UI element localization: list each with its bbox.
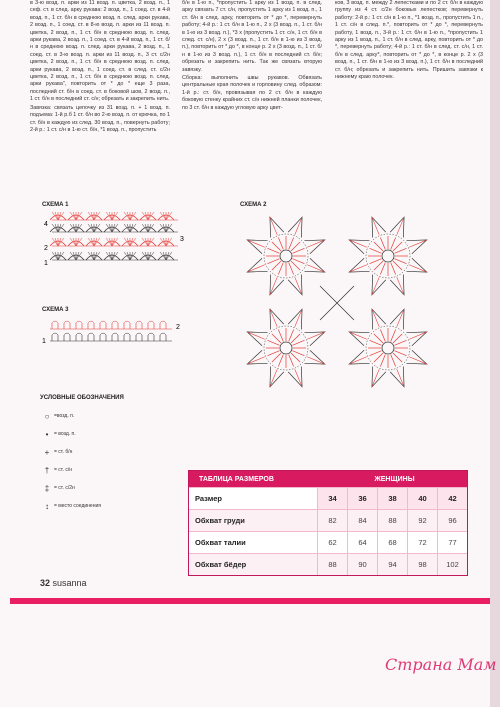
motif-spoke bbox=[289, 262, 294, 274]
chain-arc bbox=[88, 321, 94, 323]
row-number: 2 bbox=[44, 245, 48, 252]
stitch-mark bbox=[91, 252, 94, 260]
motif-center bbox=[382, 342, 394, 354]
chain-arc bbox=[52, 333, 58, 335]
instruction-text bbox=[30, 0, 490, 160]
chain-arc bbox=[136, 321, 142, 323]
paragraph: Сборка: выполнить швы рукавов. Обвязать центральные края полочек и горловину след. образом: 1-й р.: ст. б/н, провязывая по 2 ст. б/н в каждую боковую стенку крайних ст. с/н нижней планки полочек, по 3 ст. б/н в каждую угловую арку цвет- bbox=[182, 75, 322, 111]
paragraph: Завязка: связать цепочку из 31 возд. п. + 1 возд. п. подъема: 1-й р.б 1 ст. б/н во 2-ю возд. п. от крючка, по 1 ст. б/н в каждую из след. 30 возд. п., повернуть работу; 2-й р.: 1 ст. с/н в 1-ю ст. б/н, *1 возд. п., пропустить bbox=[30, 104, 170, 133]
stitch-mark bbox=[112, 238, 118, 246]
stitch-mark bbox=[58, 238, 61, 246]
stitch-mark bbox=[58, 224, 61, 232]
petal-stitch bbox=[409, 332, 427, 339]
stitch-mark bbox=[142, 212, 148, 220]
stitch-mark bbox=[109, 212, 112, 220]
stitch-mark bbox=[130, 224, 133, 232]
stitch-mark bbox=[166, 252, 169, 260]
stitch-mark bbox=[112, 212, 118, 220]
stitch-mark bbox=[58, 224, 64, 232]
petal-stitch bbox=[270, 309, 277, 327]
stitch-mark bbox=[160, 252, 166, 260]
stitch-mark bbox=[130, 252, 136, 260]
stitch-mark bbox=[166, 224, 169, 232]
motif-spoke bbox=[370, 351, 382, 356]
motif-spoke bbox=[370, 340, 382, 345]
petal-stitch bbox=[409, 240, 427, 247]
stitch-mark bbox=[76, 212, 79, 220]
stitch-mark bbox=[106, 224, 112, 232]
legend-item bbox=[40, 479, 170, 497]
table-cell: 96 bbox=[437, 510, 467, 531]
stitch-mark bbox=[76, 252, 79, 260]
page-gutter bbox=[490, 0, 500, 707]
petal-stitch bbox=[247, 357, 265, 364]
chain-arc bbox=[76, 333, 82, 335]
stitch-mark bbox=[166, 224, 172, 232]
stitch-mark bbox=[145, 224, 148, 232]
petal-stitch bbox=[349, 332, 367, 339]
table-cell: 84 bbox=[347, 510, 377, 531]
stitch-mark bbox=[55, 212, 58, 220]
motif-spoke bbox=[292, 351, 304, 356]
stitch-mark bbox=[73, 212, 76, 220]
petal-stitch bbox=[307, 332, 325, 339]
chain-arc bbox=[160, 333, 166, 335]
stitch-mark bbox=[166, 212, 169, 220]
petal-stitch bbox=[247, 265, 265, 272]
stitch-mark bbox=[94, 238, 100, 246]
table-cell: 77 bbox=[437, 532, 467, 553]
petal-stitch bbox=[409, 357, 427, 364]
stitch-mark bbox=[106, 238, 112, 246]
table-cell: 92 bbox=[407, 510, 437, 531]
stitch-mark bbox=[52, 212, 58, 220]
motif-spoke bbox=[268, 248, 280, 253]
stitch-mark bbox=[130, 238, 133, 246]
petal-stitch bbox=[349, 265, 367, 272]
stitch-mark bbox=[106, 252, 112, 260]
stitch-mark bbox=[70, 238, 76, 246]
stitch-mark bbox=[94, 224, 97, 232]
join-point-icon: ↕ bbox=[45, 501, 49, 511]
motif-spoke bbox=[393, 242, 402, 251]
stitch-mark bbox=[88, 224, 94, 232]
legend-label: = возд. п. bbox=[54, 431, 76, 437]
stitch-mark bbox=[109, 224, 112, 232]
petal-stitch bbox=[372, 277, 379, 295]
stitch-mark bbox=[112, 224, 118, 232]
motif-spoke bbox=[374, 353, 383, 362]
chain-arc bbox=[64, 333, 70, 335]
table-cell: 94 bbox=[377, 554, 407, 575]
chain-stitch-icon: ○ bbox=[44, 411, 50, 421]
petal-stitch bbox=[307, 265, 325, 272]
row-number: 4 bbox=[44, 221, 48, 228]
table-header bbox=[189, 471, 467, 487]
chain-arc bbox=[148, 321, 154, 323]
stitch-mark bbox=[160, 212, 166, 220]
stitch-mark bbox=[76, 238, 79, 246]
stitch-mark bbox=[112, 252, 118, 260]
stitch-mark bbox=[112, 224, 115, 232]
chain-arc bbox=[136, 333, 142, 335]
stitch-mark bbox=[52, 224, 58, 232]
stitch-mark bbox=[145, 212, 148, 220]
stitch-mark bbox=[148, 224, 151, 232]
stitch-mark bbox=[70, 212, 76, 220]
petal-stitch bbox=[307, 240, 325, 247]
petal-stitch bbox=[247, 332, 265, 339]
motif-spoke bbox=[374, 334, 383, 343]
motif-spoke bbox=[394, 259, 406, 264]
row-label: Обхват талии bbox=[195, 538, 246, 547]
legend bbox=[40, 395, 170, 515]
row-number: 3 bbox=[180, 236, 184, 243]
stitch-mark bbox=[109, 252, 112, 260]
chain-arc bbox=[100, 333, 106, 335]
motif-spoke bbox=[272, 334, 281, 343]
petal-stitch bbox=[295, 309, 302, 327]
double-crochet-icon: † bbox=[44, 465, 50, 475]
motif-spoke bbox=[380, 238, 385, 250]
stitch-mark bbox=[148, 212, 154, 220]
petal-stitch bbox=[397, 217, 404, 235]
motif-spoke bbox=[380, 262, 385, 274]
table-cell: 90 bbox=[347, 554, 377, 575]
stitch-mark bbox=[91, 212, 94, 220]
petal-stitch bbox=[270, 277, 277, 295]
scheme-3-diagram bbox=[40, 315, 185, 355]
stitch-mark bbox=[91, 238, 94, 246]
stitch-mark bbox=[148, 238, 151, 246]
table-cell: 88 bbox=[317, 554, 347, 575]
petal-stitch bbox=[372, 369, 379, 387]
stitch-mark bbox=[127, 224, 130, 232]
motif-spoke bbox=[380, 330, 385, 342]
paragraph: ков, 3 возд. п. между 2 лепестками и по 2 ст. б/н в каждую группу из 4 ст. с/2н боковых лепестков; перевернуть работу: 2-й р.: 1 ст. с/н в 1-ю п., *1 возд. п., пропустить 1 п., 1 ст. с/н в след. п.*, повторить от * до *, перевернуть работу, 1 возд. п., 3-й р.: 1 ст. б/н в 1-ю п., *пропустить 1 арку из 1 возд. п., 1 ст. б/н в след. арку, повторить от * до *, перевернуть работу; 4-й р.: 1 ст. б/н в след. ст. с/н, 1 ст. б/н в след. арку*, повторить от * до *, в конце р. 2 х (3 возд. п., 1 ст. б/н в 1-ю из 3 возд. п.), 1 ст. б/н в последний ст. б/н; обрезать и закрепить нить. Пришить завязки к нижнему краю полочек. bbox=[335, 0, 483, 81]
scheme-3-label: СХЕМА 3 bbox=[42, 307, 69, 313]
motif-spoke bbox=[278, 354, 283, 366]
petal-stitch bbox=[247, 240, 265, 247]
motif-spoke bbox=[272, 353, 281, 362]
petal-stitch bbox=[295, 277, 302, 295]
brand-name: susanna bbox=[52, 578, 87, 588]
motif-spoke bbox=[292, 340, 304, 345]
motif-spoke bbox=[370, 259, 382, 264]
row-number: 1 bbox=[44, 260, 48, 267]
stitch-mark bbox=[94, 212, 100, 220]
legend-item bbox=[40, 425, 170, 443]
legend-item bbox=[40, 407, 170, 425]
stitch-mark bbox=[163, 252, 166, 260]
legend-item bbox=[40, 497, 170, 515]
text-column-2 bbox=[182, 0, 322, 113]
paragraph: в 3-ю возд. п. арки из 11 возд. п. цветка, 2 возд. п., 1 сеф. ст. в след. арку рукава: 2 возд. п., 1 соед. ст. в 4-й возд. п., 1 ст. б/н в среднюю возд. п. след. арки рукава, 2 возд. п., 1 соед. ст. в 8-ю возд. п. арки из 11 возд. п. цветка, 2 возд. п., 1 ст. б/н в среднюю возд. п. след. арки рукава, 2 возд. п., 1 соед. ст. в 4-й возд. п., 1 ст. б/н в среднюю возд. п. след. арки рукава, 2 возд. п., 1 соед. ст. в 3-ю возд. п. арки из 11 возд. п., 3 ст. с/2н цветка, 2 возд. п., 1 ст. б/н в среднюю возд. п. след. арки рукава, 2 возд. п., 1 соед. ст. в след. ст. с/2н цветка, 2 возд. п., 1 ст. б/н в среднюю возд. п. след. арки рукава", повторить от * до * еще 3 раза, последний ст. б/н в соед. ст. в боковой шов, 2 возд. п., 1 ст. б/н в последний ст. с/н; обрезать и закрепить нить. bbox=[30, 0, 170, 103]
site-watermark bbox=[385, 655, 497, 674]
treble-crochet-icon: ‡ bbox=[44, 483, 50, 493]
motif-spoke bbox=[289, 238, 294, 250]
chain-arc bbox=[64, 321, 70, 323]
stitch-mark bbox=[58, 238, 64, 246]
chain-arc bbox=[124, 321, 130, 323]
stitch-mark bbox=[73, 224, 76, 232]
stitch-mark bbox=[73, 238, 76, 246]
stitch-mark bbox=[142, 252, 148, 260]
stitch-mark bbox=[163, 224, 166, 232]
stitch-mark bbox=[166, 238, 169, 246]
row-label: Размер bbox=[195, 494, 223, 503]
stitch-mark bbox=[130, 224, 136, 232]
stitch-mark bbox=[130, 238, 136, 246]
motif-spoke bbox=[291, 261, 300, 270]
size-cell: 40 bbox=[407, 488, 437, 509]
row-label: Обхват бёдер bbox=[195, 560, 247, 569]
stitch-mark bbox=[124, 212, 130, 220]
chain-arc bbox=[88, 333, 94, 335]
stitch-mark bbox=[145, 238, 148, 246]
petal-stitch bbox=[307, 357, 325, 364]
stitch-mark bbox=[58, 252, 64, 260]
stitch-mark bbox=[88, 238, 94, 246]
stitch-mark bbox=[112, 212, 115, 220]
motif-center bbox=[280, 342, 292, 354]
motif-spoke bbox=[268, 340, 280, 345]
stitch-mark bbox=[160, 238, 166, 246]
motif-spoke bbox=[278, 238, 283, 250]
petal-stitch bbox=[295, 217, 302, 235]
stitch-mark bbox=[166, 238, 172, 246]
petal-stitch bbox=[349, 357, 367, 364]
stitch-mark bbox=[148, 238, 154, 246]
legend-item bbox=[40, 461, 170, 479]
stitch-mark bbox=[127, 212, 130, 220]
motif-spoke bbox=[370, 248, 382, 253]
motif-spoke bbox=[394, 340, 406, 345]
stitch-mark bbox=[76, 212, 82, 220]
motif-spoke bbox=[391, 262, 396, 274]
petal-stitch bbox=[397, 277, 404, 295]
stitch-mark bbox=[145, 252, 148, 260]
stitch-mark bbox=[52, 252, 58, 260]
table-group-label: ЖЕНЩИНЫ bbox=[374, 475, 415, 483]
motif-spoke bbox=[278, 262, 283, 274]
scheme-2-diagram bbox=[238, 208, 443, 398]
motif-spoke bbox=[291, 353, 300, 362]
row-number: 1 bbox=[42, 338, 46, 345]
stitch-mark bbox=[73, 252, 76, 260]
stitch-mark bbox=[124, 252, 130, 260]
scheme-1-label: СХЕМА 1 bbox=[42, 202, 69, 208]
stitch-mark bbox=[106, 212, 112, 220]
motif-spoke bbox=[393, 261, 402, 270]
chain-arc bbox=[124, 333, 130, 335]
stitch-mark bbox=[109, 238, 112, 246]
table-cell: 98 bbox=[407, 554, 437, 575]
chain-arc bbox=[148, 333, 154, 335]
petal-stitch bbox=[397, 369, 404, 387]
chain-arc bbox=[52, 321, 58, 323]
petal-stitch bbox=[397, 309, 404, 327]
stitch-mark bbox=[166, 252, 172, 260]
stitch-mark bbox=[76, 252, 82, 260]
stitch-mark bbox=[58, 212, 61, 220]
single-crochet-icon: + bbox=[44, 447, 50, 457]
size-cell: 36 bbox=[347, 488, 377, 509]
petal-stitch bbox=[409, 265, 427, 272]
table-cell: 68 bbox=[377, 532, 407, 553]
scheme-2-label: СХЕМА 2 bbox=[240, 202, 267, 208]
stitch-mark bbox=[58, 252, 61, 260]
table-row bbox=[189, 487, 467, 509]
stitch-mark bbox=[160, 224, 166, 232]
table-title: ТАБЛИЦА РАЗМЕРОВ bbox=[199, 475, 274, 483]
legend-item bbox=[40, 443, 170, 461]
stitch-mark bbox=[91, 224, 94, 232]
stitch-mark bbox=[130, 212, 136, 220]
stitch-mark bbox=[88, 212, 94, 220]
stitch-mark bbox=[142, 224, 148, 232]
paragraph: б/н в 1-ю п., *пропустить 1 арку из 1 возд. п. в след. арку связать 7 ст. с/н, пропустить 1 арку из 1 возд. п., 1 ст. б/н в след. арку, повторить от * до *, перевернуть работу; 4-й р.: 1 ст. б/н в 1-ю п., 2 х (3 возд. п., 1 ст. б/н в 1-ю из 3 возд. п.), *3 х (пропустить 1 ст. с/н, 1 ст. б/н в след. ст. с/н), 2 х (3 возд. п., 1 ст. б/н в 1-ю из 3 возд. п.), повторить от * до *, в конце р. 2 х (3 возд. п., 1 ст. б/н в 1-ю из 3 возд. п.), 1 ст. б/н в последний ст. б/н; обрезать и закрепить нить. Так же связать вторую завязку. bbox=[182, 0, 322, 73]
stitch-mark bbox=[148, 252, 151, 260]
stitch-mark bbox=[55, 252, 58, 260]
motif-spoke bbox=[292, 248, 304, 253]
stitch-mark bbox=[130, 252, 133, 260]
motif-spoke bbox=[291, 334, 300, 343]
stitch-mark bbox=[94, 224, 100, 232]
stitch-mark bbox=[55, 238, 58, 246]
legend-label: = ст. с/н bbox=[54, 467, 72, 473]
stitch-mark bbox=[148, 252, 154, 260]
chain-arc bbox=[100, 321, 106, 323]
petal-stitch bbox=[270, 217, 277, 235]
size-cell: 34 bbox=[317, 488, 347, 509]
stitch-mark bbox=[148, 212, 151, 220]
legend-label: = ст. б/н bbox=[54, 449, 73, 455]
motif-spoke bbox=[291, 242, 300, 251]
stitch-mark bbox=[94, 238, 97, 246]
table-row bbox=[189, 553, 467, 575]
stitch-mark bbox=[124, 238, 130, 246]
stitch-mark bbox=[94, 252, 97, 260]
stitch-mark bbox=[112, 238, 115, 246]
motif-spoke bbox=[391, 354, 396, 366]
motif-spoke bbox=[289, 354, 294, 366]
motif-spoke bbox=[393, 334, 402, 343]
motif-spoke bbox=[374, 261, 383, 270]
petal-stitch bbox=[349, 240, 367, 247]
motif-spoke bbox=[272, 242, 281, 251]
stitch-mark bbox=[163, 238, 166, 246]
motif-spoke bbox=[268, 259, 280, 264]
footer-bar bbox=[10, 598, 490, 604]
motif-spoke bbox=[394, 351, 406, 356]
stitch-mark bbox=[142, 238, 148, 246]
page-number: 32 bbox=[40, 578, 51, 588]
row-number: 2 bbox=[176, 324, 180, 331]
stitch-mark bbox=[76, 224, 79, 232]
motif-spoke bbox=[394, 248, 406, 253]
legend-title: УСЛОВНЫЕ ОБОЗНАЧЕНИЯ bbox=[40, 395, 124, 401]
scheme-1-diagram bbox=[40, 208, 190, 273]
row-label: Обхват груди bbox=[195, 516, 245, 525]
chain-arc bbox=[112, 333, 118, 335]
legend-label: = ст. с/2н bbox=[54, 485, 75, 491]
table-cell: 72 bbox=[407, 532, 437, 553]
slip-stitch-icon: • bbox=[45, 429, 49, 439]
page-footer bbox=[40, 578, 87, 588]
stitch-mark bbox=[58, 212, 64, 220]
stitch-mark bbox=[70, 224, 76, 232]
table-cell: 62 bbox=[317, 532, 347, 553]
stitch-mark bbox=[127, 252, 130, 260]
motif-spoke bbox=[289, 330, 294, 342]
chain-arc bbox=[112, 321, 118, 323]
text-column-3 bbox=[335, 0, 483, 82]
legend-label: = место соединения bbox=[54, 503, 101, 509]
size-cell: 38 bbox=[377, 488, 407, 509]
stitch-mark bbox=[94, 252, 100, 260]
stitch-mark bbox=[130, 212, 133, 220]
motif-spoke bbox=[292, 259, 304, 264]
stitch-mark bbox=[52, 238, 58, 246]
stitch-mark bbox=[76, 224, 82, 232]
motif-spoke bbox=[391, 330, 396, 342]
motif-spoke bbox=[272, 261, 281, 270]
table-cell: 88 bbox=[377, 510, 407, 531]
motif-spoke bbox=[380, 354, 385, 366]
stitch-mark bbox=[88, 252, 94, 260]
legend-label: =возд. п. bbox=[54, 413, 75, 419]
chain-arc bbox=[160, 321, 166, 323]
watermark-text: Страна Мам bbox=[385, 655, 497, 674]
stitch-mark bbox=[148, 224, 154, 232]
table-cell: 102 bbox=[437, 554, 467, 575]
table-row bbox=[189, 531, 467, 553]
stitch-mark bbox=[163, 212, 166, 220]
motif-spoke bbox=[393, 353, 402, 362]
petal-stitch bbox=[372, 217, 379, 235]
size-table bbox=[188, 470, 468, 576]
table-cell: 64 bbox=[347, 532, 377, 553]
text-column-1 bbox=[30, 0, 170, 135]
motif-spoke bbox=[278, 330, 283, 342]
stitch-mark bbox=[76, 238, 82, 246]
stitch-mark bbox=[94, 212, 97, 220]
motif-center bbox=[382, 250, 394, 262]
table-row bbox=[189, 509, 467, 531]
motif-spoke bbox=[391, 238, 396, 250]
stitch-mark bbox=[127, 238, 130, 246]
motif-center bbox=[280, 250, 292, 262]
stitch-mark bbox=[166, 212, 172, 220]
petal-stitch bbox=[372, 309, 379, 327]
table-cell: 82 bbox=[317, 510, 347, 531]
petal-stitch bbox=[270, 369, 277, 387]
chain-arc bbox=[76, 321, 82, 323]
stitch-mark bbox=[112, 252, 115, 260]
stitch-mark bbox=[70, 252, 76, 260]
stitch-mark bbox=[124, 224, 130, 232]
size-cell: 42 bbox=[437, 488, 467, 509]
stitch-mark bbox=[55, 224, 58, 232]
motif-spoke bbox=[374, 242, 383, 251]
petal-stitch bbox=[295, 369, 302, 387]
motif-spoke bbox=[268, 351, 280, 356]
